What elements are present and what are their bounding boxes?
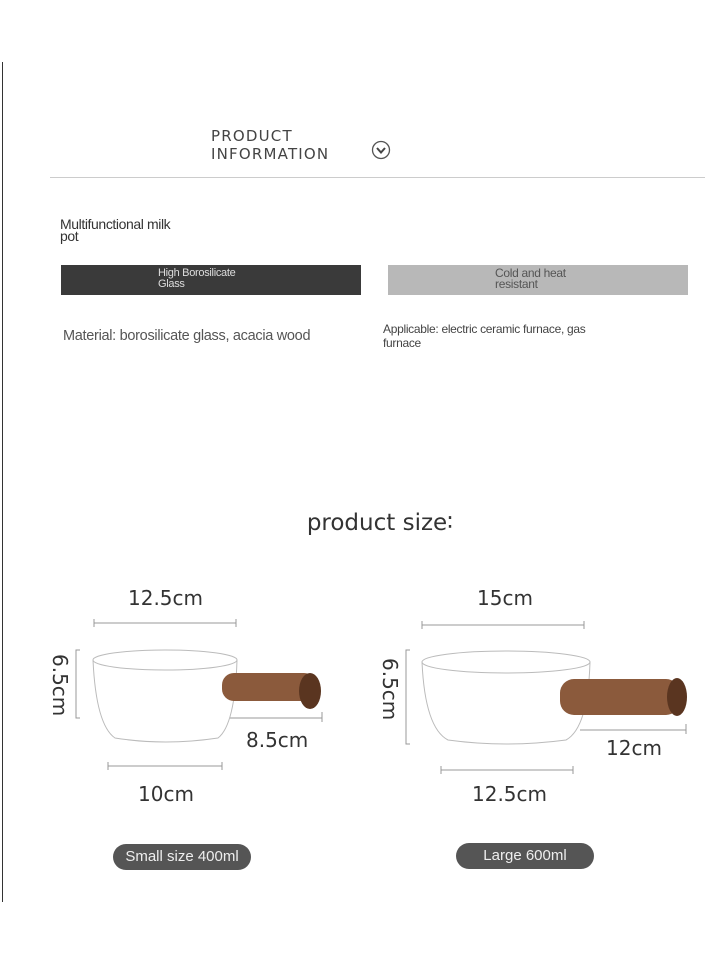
large-bottom-width: 12.5cm — [472, 782, 548, 806]
large-size-label: Large 600ml — [456, 843, 594, 869]
size-title: product size∶ — [306, 510, 454, 536]
product-name-line2: pot — [60, 228, 79, 244]
large-top-width: 15cm — [477, 586, 533, 610]
title-line2: INFORMATION — [211, 145, 330, 163]
material-text: Material: borosilicate glass, acacia wood — [63, 328, 311, 344]
small-height: 6.5cm — [48, 654, 72, 717]
applicable-text: Applicable: electric ceramic furnace, gas furnace — [383, 322, 586, 350]
feature-line: High Borosilicate — [158, 267, 236, 279]
small-handle-length: 8.5cm — [246, 728, 309, 752]
title-line1: PRODUCT — [211, 127, 293, 145]
product-name-line1: Multifunctional milk — [60, 216, 171, 232]
feature-line: Glass — [158, 278, 185, 290]
small-bottom-width: 10cm — [138, 782, 194, 806]
large-handle-length: 12cm — [606, 736, 662, 760]
large-height: 6.5cm — [378, 658, 402, 721]
feature-line: Cold and heat — [495, 266, 566, 280]
small-size-label: Small size 400ml — [113, 844, 251, 870]
small-top-width: 12.5cm — [128, 586, 204, 610]
feature-line: resistant — [495, 277, 538, 291]
